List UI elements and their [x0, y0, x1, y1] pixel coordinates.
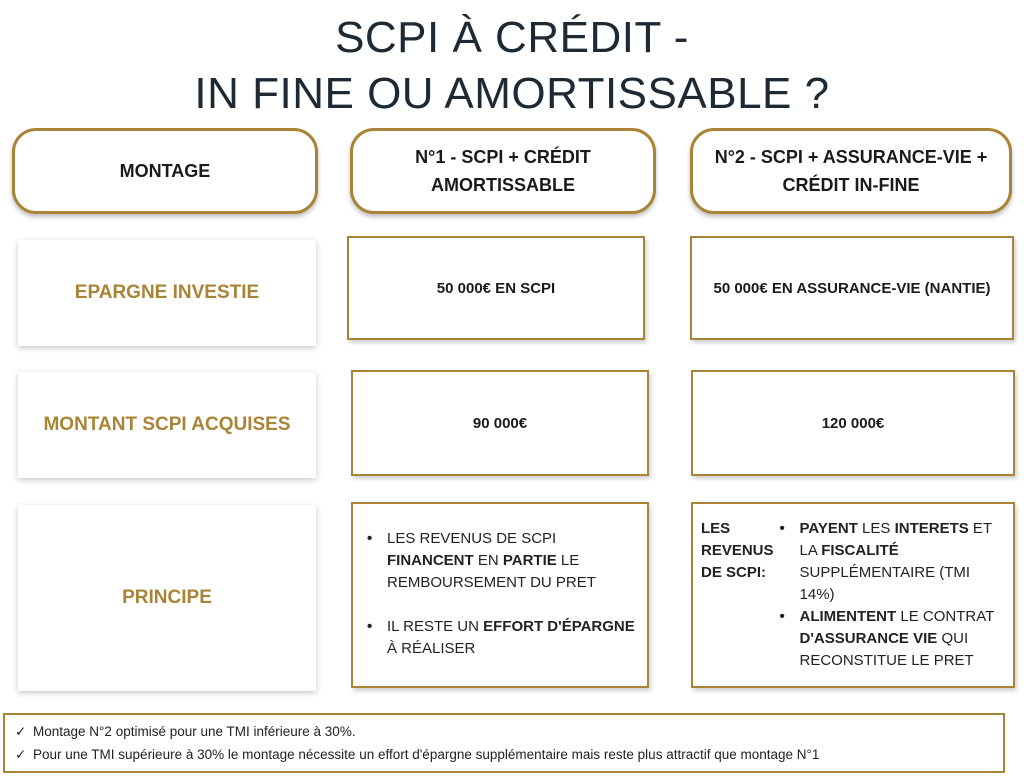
cell-epargne-option-2	[690, 236, 1014, 340]
row-label-epargne-text: EPARGNE INVESTIE	[74, 282, 260, 303]
principe-option-2-bullet-2: • ALIMENTENT LE CONTRAT D'ASSURANCE VIE QUI RECONSTITUE LE PRET	[774, 606, 1003, 672]
cell-epargne-option-1-text: 50 000€ EN SCPI	[436, 279, 556, 297]
row-label-montant-text: MONTANT SCPI ACQUISES	[43, 414, 291, 435]
principe-option-1-list	[361, 528, 637, 660]
principe-option-2-bullet-1: • PAYENT LES INTERETS ET LA FISCALITÉ SUPPLÉMENTAIRE (TMI 14%)	[774, 518, 1003, 606]
header-option-2	[690, 128, 1012, 214]
principe-option-2-list	[774, 518, 1003, 672]
cell-montant-option-1	[351, 370, 649, 476]
principe-option-2-intro: LES REVENUS DE SCPI:	[701, 520, 774, 581]
row-label-principe	[18, 505, 316, 691]
row-label-epargne	[18, 240, 316, 346]
header-option-1	[350, 128, 656, 214]
cell-principe-option-1	[351, 502, 649, 688]
footer-note-1: ✓ Montage N°2 optimisé pour une TMI inférieure à 30%.	[15, 720, 993, 743]
row-label-montant	[18, 372, 316, 478]
title-line-2: IN FINE OU AMORTISSABLE ?	[194, 69, 830, 118]
header-montage-label: MONTAGE	[119, 161, 211, 181]
page-title	[0, 10, 1024, 122]
cell-montant-option-2	[691, 370, 1015, 476]
principe-option-1-bullet-1: • LES REVENUS DE SCPI FINANCENT EN PARTIE LE REMBOURSEMENT DU PRET	[361, 528, 637, 594]
header-option-2-line-2: CRÉDIT IN-FINE	[782, 175, 920, 195]
check-icon: ✓	[15, 747, 27, 762]
check-icon: ✓	[15, 724, 27, 739]
principe-option-1-bullet-2: • IL RESTE UN EFFORT D'ÉPARGNE À RÉALISER	[361, 616, 637, 660]
cell-montant-option-1-text: 90 000€	[472, 414, 528, 432]
footer-notes	[3, 713, 1005, 773]
cell-principe-option-2	[691, 502, 1015, 688]
title-line-1: SCPI À CRÉDIT -	[335, 13, 689, 62]
row-label-principe-text: PRINCIPE	[122, 587, 212, 608]
footer-note-2: ✓ Pour une TMI supérieure à 30% le montage nécessite un effort d'épargne supplémentaire mais reste plus attractif que montage N°1	[15, 743, 993, 766]
cell-epargne-option-1	[347, 236, 645, 340]
header-option-2-line-1: N°2 - SCPI + ASSURANCE-VIE +	[714, 147, 988, 167]
cell-epargne-option-2-text: 50 000€ EN ASSURANCE-VIE (NANTIE)	[713, 279, 991, 297]
cell-montant-option-2-text: 120 000€	[821, 414, 885, 432]
header-option-1-line-2: AMORTISSABLE	[431, 175, 575, 195]
header-montage	[12, 128, 318, 214]
header-option-1-line-1: N°1 - SCPI + CRÉDIT	[415, 147, 591, 167]
